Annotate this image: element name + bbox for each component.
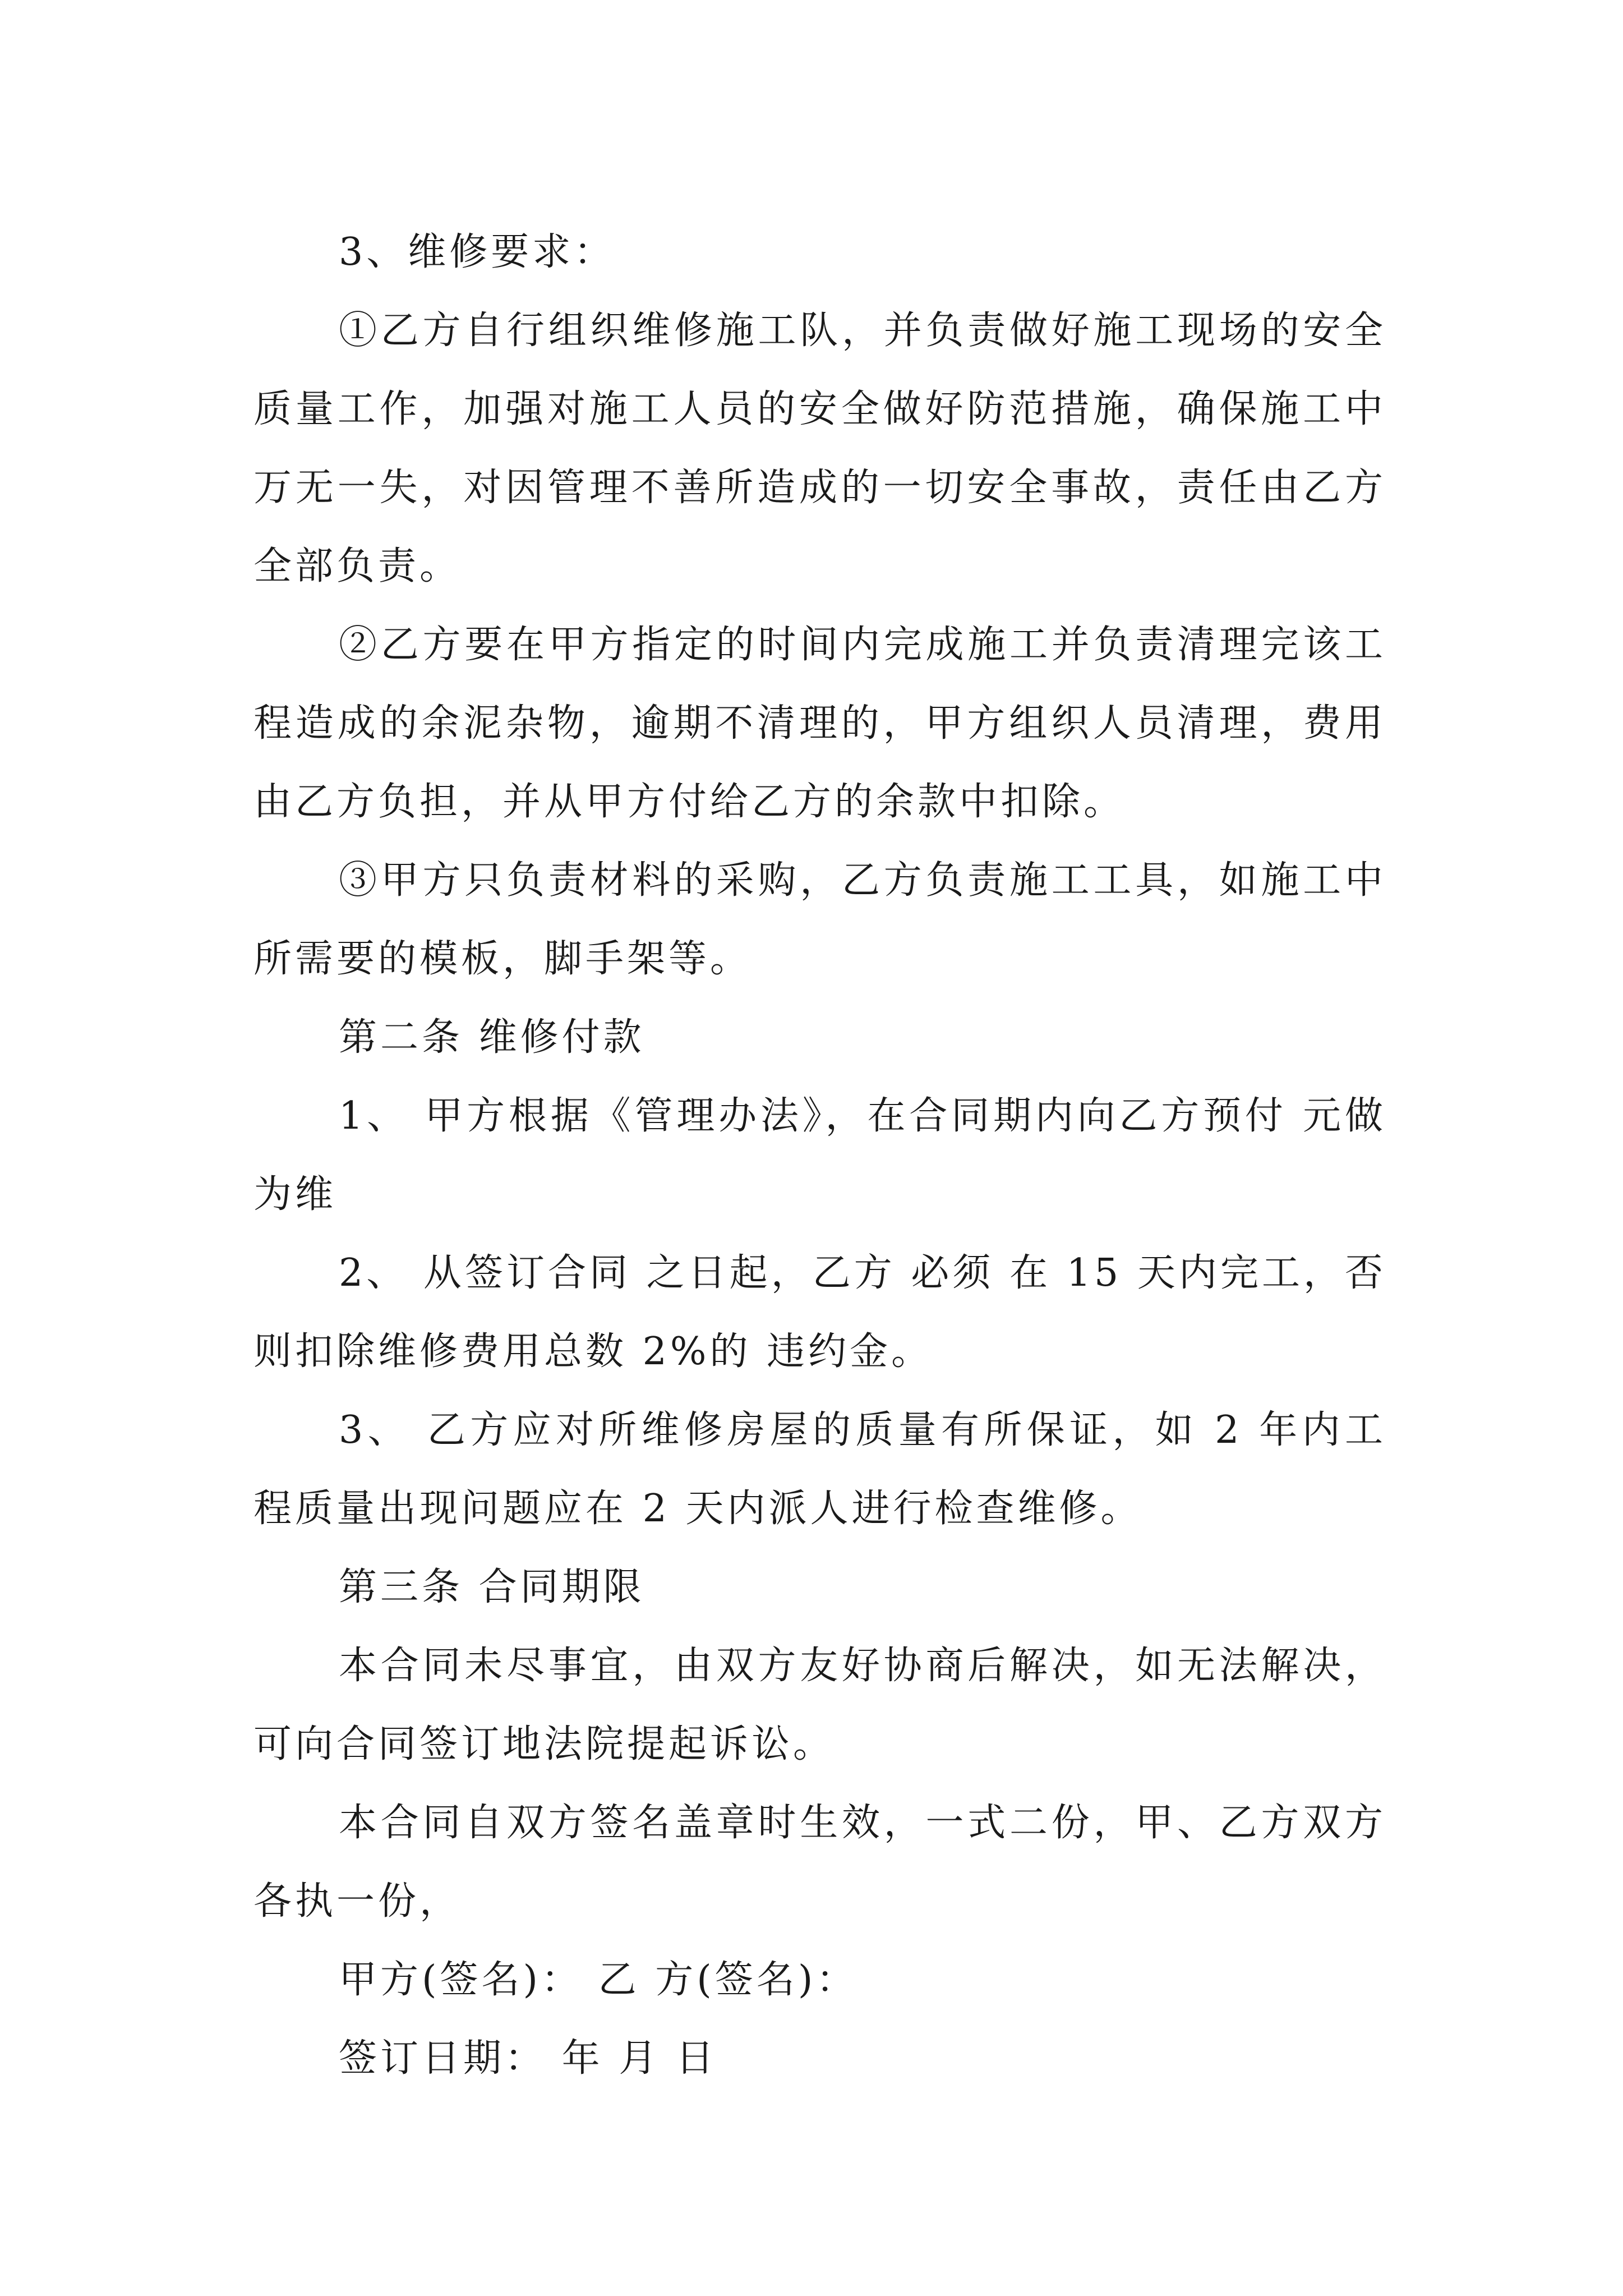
clause-materials: ③甲方只负责材料的采购，乙方负责施工工具，如施工中所需要的模板，脚手架等。	[253, 858, 1386, 981]
article-two-heading: 第二条 维修付款	[339, 1015, 645, 1060]
clause-cleanup: ②乙方要在甲方指定的时间内完成施工并负责清理完该工程造成的余泥杂物，逾期不清理的，甲方组织人员清理，费用由乙方负担，并从甲方付给乙方的余款中扣除。	[253, 623, 1386, 824]
signature-line: 甲方(签名)： 乙 方(签名)：	[339, 1958, 858, 2002]
payment-item-1: 1、 甲方根据《管理办法》，在合同期内向乙方预付 元做为维	[253, 1094, 1386, 1217]
signing-date-line: 签订日期： 年 月 日	[339, 2036, 717, 2081]
article-three-heading: 第三条 合同期限	[339, 1565, 645, 1609]
contract-body	[253, 213, 1386, 2098]
repair-requirements-heading: 3、维修要求：	[339, 230, 616, 274]
clause-safety: ①乙方自行组织维修施工队，并负责做好施工现场的安全质量工作，加强对施工人员的安全做好防范措施，确保施工中万无一失，对因管理不善所造成的一切安全事故，责任由乙方全部负责。	[253, 309, 1386, 588]
effectiveness-clause: 本合同自双方签名盖章时生效，一式二份，甲、乙方双方各执一份，	[253, 1801, 1386, 1924]
payment-item-3: 3、 乙方应对所维修房屋的质量有所保证，如 2 年内工程质量出现问题应在 2 天内派人进行检查维修。	[253, 1408, 1386, 1531]
payment-item-2: 2、 从签订合同 之日起，乙方 必须 在 15 天内完工，否则扣除维修费用总数 2%的 违约金。	[253, 1251, 1386, 1374]
dispute-clause: 本合同未尽事宜，由双方友好协商后解决，如无法解决，可向合同签订地法院提起诉讼。	[253, 1644, 1386, 1766]
